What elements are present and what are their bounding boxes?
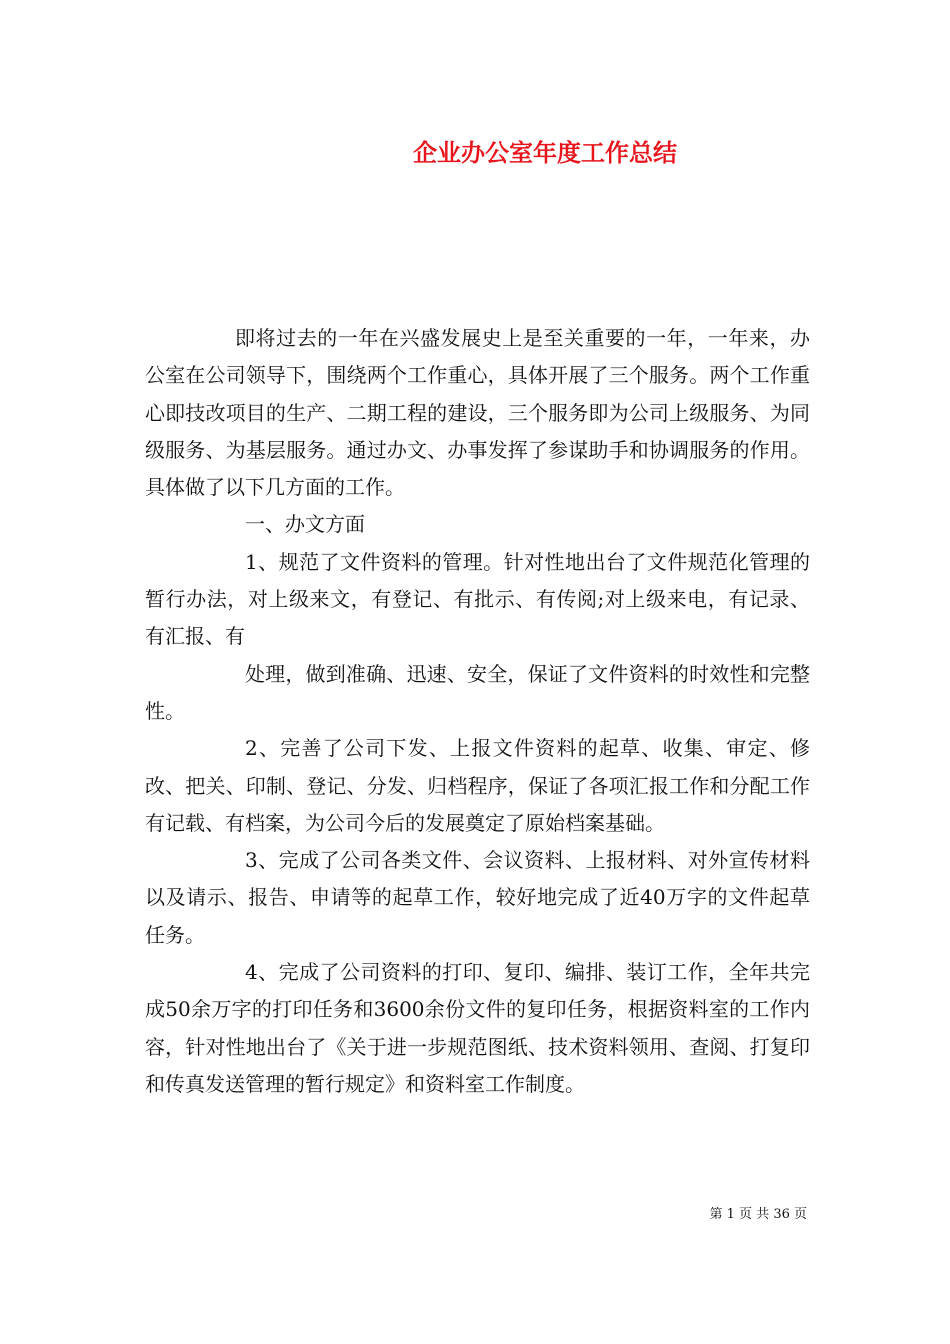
paragraph-item-1: 1、规范了文件资料的管理。针对性地出台了文件规范化管理的暂行办法，对上级来文，有登记、有批示、有传阅;对上级来电，有记录、有汇报、有 [145, 549, 810, 649]
document-title: 企业办公室年度工作总结 [413, 138, 677, 167]
paragraph-item-1-cont: 处理，做到准确、迅速、安全，保证了文件资料的时效性和完整性。 [145, 661, 810, 723]
section-heading: 一、办文方面 [245, 512, 365, 537]
page-number: 第 1 页 共 36 页 [709, 1207, 807, 1222]
paragraph-item-4: 4、完成了公司资料的打印、复印、编排、装订工作，全年共完成50余万字的打印任务和3600余份文件的复印任务，根据资料室的工作内容，针对性地出台了《关于进一步规范图纸、技术资料领用、查阅、打复印和传真发送管理的暂行规定》和资料室工作制度。 [145, 960, 810, 1096]
paragraph-item-2: 2、完善了公司下发、上报文件资料的起草、收集、审定、修改、把关、印制、登记、分发、归档程序，保证了各项汇报工作和分配工作有记载、有档案，为公司今后的发展奠定了原始档案基础。 [145, 736, 810, 835]
document-body [145, 320, 810, 1103]
paragraph-intro: 即将过去的一年在兴盛发展史上是至关重要的一年，一年来，办公室在公司领导下，围绕两个工作重心，具体开展了三个服务。两个工作重心即技改项目的生产、二期工程的建设，三个服务即为公司上级服务、为同级服务、为基层服务。通过办文、办事发挥了参谋助手和协调服务的作用。具体做了以下几方面的工作。 [145, 326, 810, 500]
paragraph-item-3: 3、完成了公司各类文件、会议资料、上报材料、对外宣传材料以及请示、报告、申请等的起草工作，较好地完成了近40万字的文件起草任务。 [145, 848, 810, 947]
